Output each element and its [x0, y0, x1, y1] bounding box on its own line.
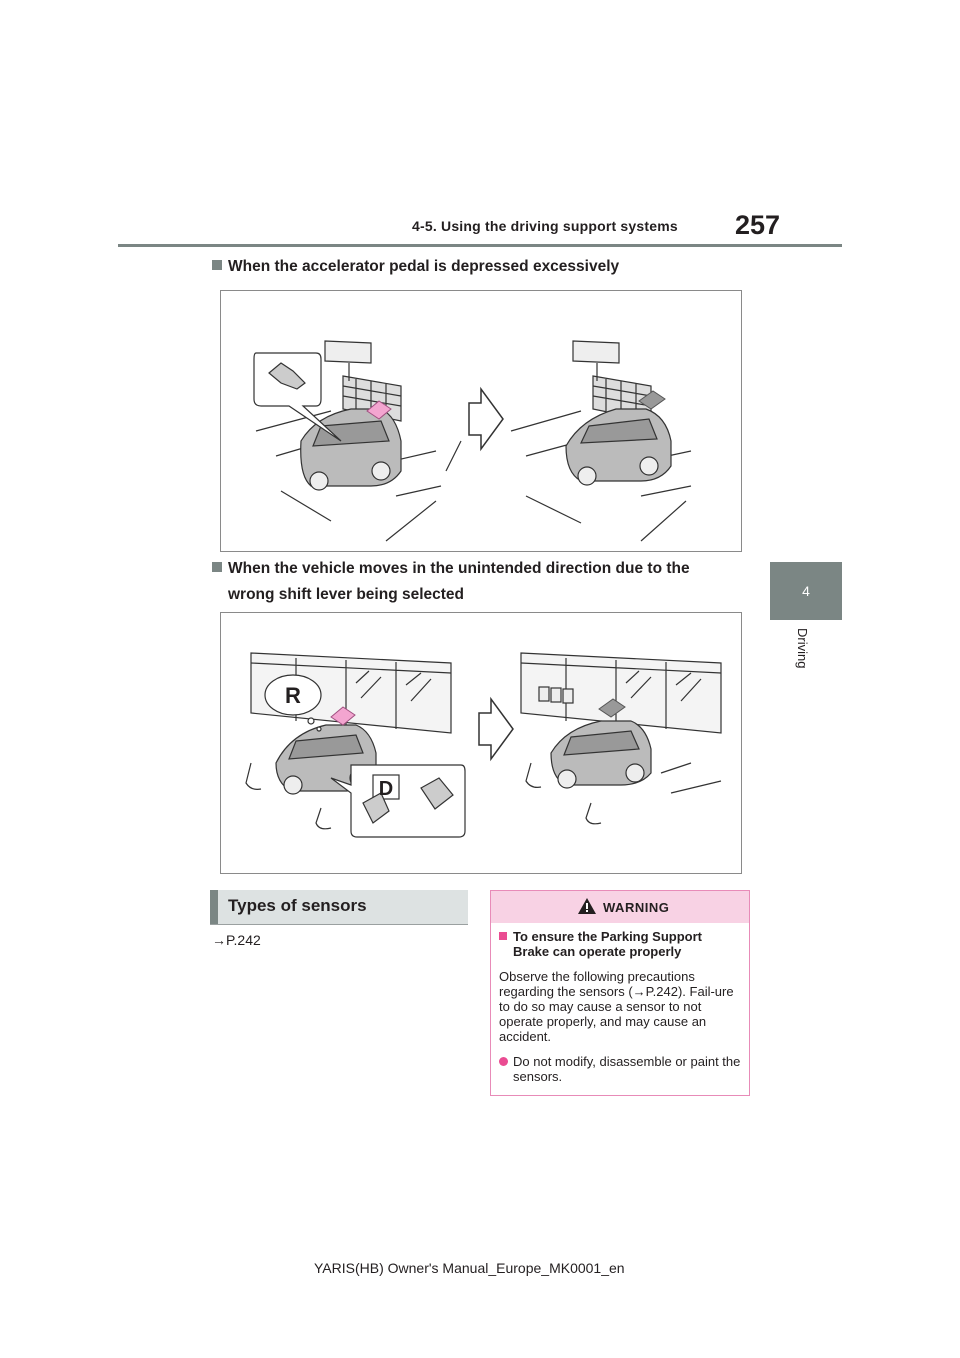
chapter-number: 4 [802, 583, 810, 599]
pink-square-icon [499, 932, 507, 940]
warning-bullet-text: Do not modify, disassemble or paint the sensors. [513, 1054, 741, 1084]
section-heading-accelerator [212, 256, 619, 278]
sensors-heading-box [210, 890, 468, 924]
warning-box [490, 890, 750, 1096]
warning-label: WARNING [603, 900, 670, 915]
illustration-accelerator [220, 290, 742, 552]
heading-square-icon [212, 562, 222, 572]
gear-d-label: D [378, 778, 394, 800]
warning-subheading-text: To ensure the Parking Support Brake can operate properly [513, 929, 703, 959]
pink-bullet-icon [499, 1057, 508, 1066]
section-title: 4-5. Using the driving support systems [412, 218, 678, 234]
warning-header [491, 891, 749, 923]
parking-lot-illustration [221, 291, 741, 551]
store-front-illustration [221, 613, 741, 873]
sensors-heading: Types of sensors [228, 896, 367, 915]
warning-subheading [499, 929, 741, 959]
warning-text: Observe the following precautions regarding the sensors (→P.242). Fail-ure to do so may cause a sensor to not operate properly, and may cause an accident. [499, 969, 734, 1044]
section-heading-wrong-shift [212, 556, 752, 608]
chapter-tab [770, 562, 842, 620]
page-number: 257 [735, 210, 781, 240]
gear-r-label: R [285, 683, 301, 708]
heading-text: When the accelerator pedal is depressed excessively [228, 258, 620, 275]
header-divider [118, 244, 842, 247]
heading-text-line1: When the vehicle moves in the unintended direction due to the [228, 560, 690, 577]
warning-bullet [499, 1054, 741, 1084]
heading-square-icon [212, 260, 222, 270]
chapter-label: Driving [795, 628, 810, 669]
warning-triangle-icon [577, 897, 597, 915]
sensors-page-reference: →P.242 [212, 932, 261, 948]
footer-text: YARIS(HB) Owner's Manual_Europe_MK0001_en [314, 1260, 625, 1276]
illustration-wrong-shift [220, 612, 742, 874]
warning-body [491, 923, 749, 1084]
sensors-divider [210, 924, 468, 925]
heading-text-line2: wrong shift lever being selected [228, 586, 465, 603]
